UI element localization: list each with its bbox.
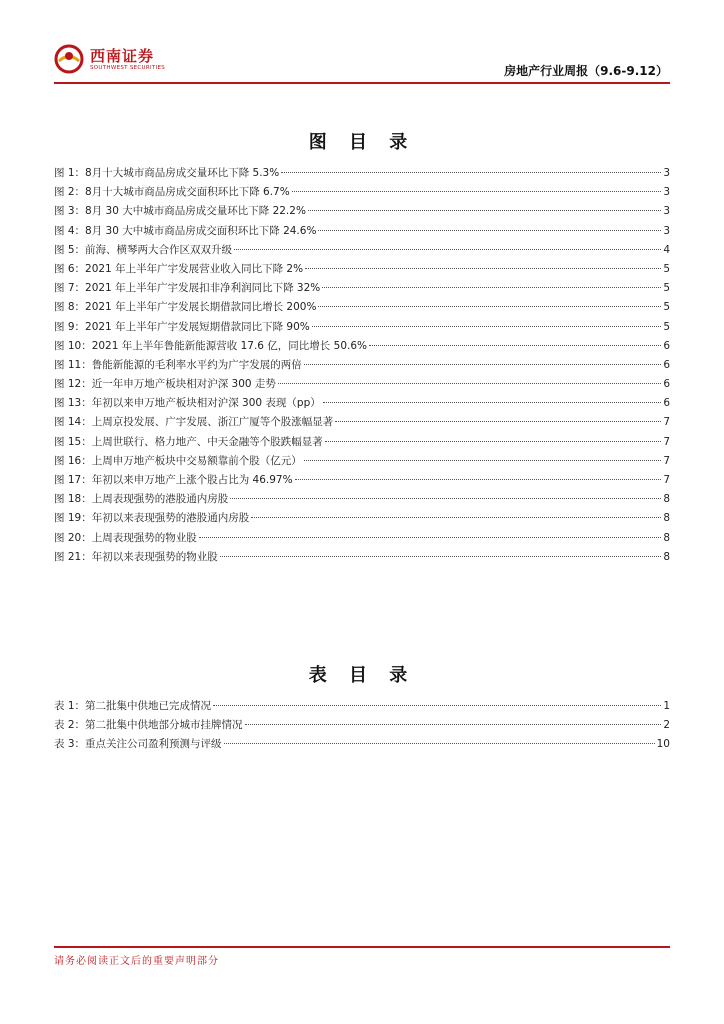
footer-divider [54,946,670,948]
dot-leader [312,326,662,327]
toc-entry-label: 表 1：第二批集中供地已完成情况 [54,700,212,712]
toc-entry-page: 3 [663,205,670,218]
toc-entry-label: 图 20：上周表现强势的物业股 [54,531,197,544]
dot-leader [251,517,661,518]
figure-toc-entry[interactable] [54,202,670,221]
dot-leader [304,460,662,461]
toc-entry-label: 图 9：2021 年上半年广宇发展短期借款同比下降 90% [54,320,310,333]
toc-entry-page: 3 [663,224,670,237]
toc-entry-page: 2 [663,719,670,732]
dot-leader [281,172,661,173]
dot-leader [322,287,661,288]
toc-entry-label: 图 13：年初以来申万地产板块相对沪深 300 表现（pp） [54,397,321,410]
toc-entry-label: 图 21：年初以来表现强势的物业股 [54,550,218,563]
toc-entry-page: 5 [663,282,670,295]
toc-entry-page: 6 [663,397,670,410]
header-divider [54,82,670,84]
dot-leader [230,498,661,499]
toc-entry-label: 图 11：鲁能新能源的毛利率水平约为广宇发展的两倍 [54,358,302,371]
figure-toc-entry[interactable] [54,394,670,413]
brand-logo-icon [54,44,84,74]
dot-leader [304,364,662,365]
toc-entry-page: 8 [663,531,670,544]
toc-entry-page: 6 [663,358,670,371]
toc-entry-page: 8 [663,550,670,563]
brand-name-en: SOUTHWEST SECURITIES [90,65,166,71]
dot-leader [199,537,662,538]
figure-toc-entry[interactable] [54,222,670,241]
toc-entry-label: 图 4：8月 30 大中城市商品房成交面积环比下降 24.6% [54,224,317,237]
dot-leader [369,345,661,346]
figure-index-list [54,164,670,567]
toc-entry-label: 图 19：年初以来表现强势的港股通内房股 [54,512,250,525]
page-header [54,36,670,86]
toc-entry-page: 3 [663,167,670,179]
dot-leader [220,556,662,557]
figure-toc-entry[interactable] [54,279,670,298]
figure-toc-entry[interactable] [54,164,670,183]
toc-entry-label: 图 2：8月十大城市商品房成交面积环比下降 6.7% [54,186,290,199]
toc-entry-page: 7 [663,454,670,467]
figure-toc-entry[interactable] [54,548,670,567]
toc-entry-label: 图 14：上周京投发展、广宇发展、浙江广厦等个股涨幅显著 [54,416,334,429]
toc-entry-label: 图 18：上周表现强势的港股通内房股 [54,493,229,506]
figure-index-title: 图 目 录 [308,132,416,153]
figure-toc-entry[interactable] [54,433,670,452]
toc-entry-label: 图 1：8月十大城市商品房成交量环比下降 5.3% [54,167,280,179]
figure-toc-entry[interactable] [54,452,670,471]
brand-logo [54,44,204,80]
figure-toc-entry[interactable] [54,356,670,375]
toc-entry-label: 图 7：2021 年上半年广宇发展扣非净利润同比下降 32% [54,282,321,295]
figure-toc-entry[interactable] [54,183,670,202]
table-index-list [54,697,670,755]
figure-toc-entry[interactable] [54,413,670,432]
figure-toc-entry[interactable] [54,529,670,548]
toc-entry-page: 10 [656,738,670,751]
toc-entry-page: 5 [663,301,670,314]
report-title: 房地产行业周报（9.6-9.12） [504,64,668,78]
footer-notice: 请务必阅读正文后的重要声明部分 [54,956,219,967]
toc-entry-label: 图 8：2021 年上半年广宇发展长期借款同比增长 200% [54,301,317,314]
toc-entry-page: 8 [663,512,670,525]
toc-entry-page: 5 [663,262,670,275]
dot-leader [224,743,655,744]
figure-toc-entry[interactable] [54,298,670,317]
toc-entry-page: 7 [663,416,670,429]
table-toc-entry[interactable] [54,716,670,735]
figure-toc-entry[interactable] [54,490,670,509]
dot-leader [295,479,662,480]
toc-entry-page: 4 [663,243,670,256]
toc-entry-label: 图 15：上周世联行、格力地产、中天金融等个股跌幅显著 [54,435,323,448]
toc-entry-page: 7 [663,435,670,448]
dot-leader [323,402,662,403]
dot-leader [318,230,661,231]
dot-leader [278,383,661,384]
table-toc-entry[interactable] [54,697,670,716]
toc-entry-page: 6 [663,378,670,391]
toc-entry-label: 图 5：前海、横琴两大合作区双双升级 [54,243,233,256]
toc-entry-label: 图 17：年初以来申万地产上涨个股占比为 46.97% [54,474,293,486]
figure-toc-entry[interactable] [54,318,670,337]
figure-toc-entry[interactable] [54,337,670,356]
figure-toc-entry[interactable] [54,509,670,528]
toc-entry-page: 1 [663,700,670,712]
toc-entry-label: 图 16：上周申万地产板块中交易额靠前个股（亿元） [54,454,302,467]
toc-entry-label: 图 6：2021 年上半年广宇发展营业收入同比下降 2% [54,262,304,275]
dot-leader [245,724,662,725]
toc-entry-page: 7 [663,474,670,486]
dot-leader [325,441,662,442]
dot-leader [305,268,661,269]
figure-toc-entry[interactable] [54,241,670,260]
toc-entry-page: 3 [663,186,670,199]
toc-entry-label: 图 10：2021 年上半年鲁能新能源营收 17.6 亿，同比增长 50.6% [54,339,368,352]
dot-leader [234,249,661,250]
figure-toc-entry[interactable] [54,260,670,279]
dot-leader [292,191,662,192]
toc-entry-label: 图 3：8月 30 大中城市商品房成交量环比下降 22.2% [54,205,306,218]
dot-leader [213,705,661,706]
toc-entry-page: 6 [663,339,670,352]
brand-name-cn: 西南证券 [90,47,155,65]
table-toc-entry[interactable] [54,735,670,754]
dot-leader [335,421,661,422]
toc-entry-label: 图 12：近一年申万地产板块相对沪深 300 走势 [54,378,276,391]
toc-entry-label: 表 2：第二批集中供地部分城市挂牌情况 [54,719,243,732]
figure-toc-entry[interactable] [54,375,670,394]
dot-leader [308,210,661,211]
figure-toc-entry[interactable] [54,471,670,490]
toc-entry-page: 8 [663,493,670,506]
toc-entry-page: 5 [663,320,670,333]
toc-entry-label: 表 3：重点关注公司盈利预测与评级 [54,738,222,751]
dot-leader [318,306,661,307]
table-index-title: 表 目 录 [308,665,416,686]
